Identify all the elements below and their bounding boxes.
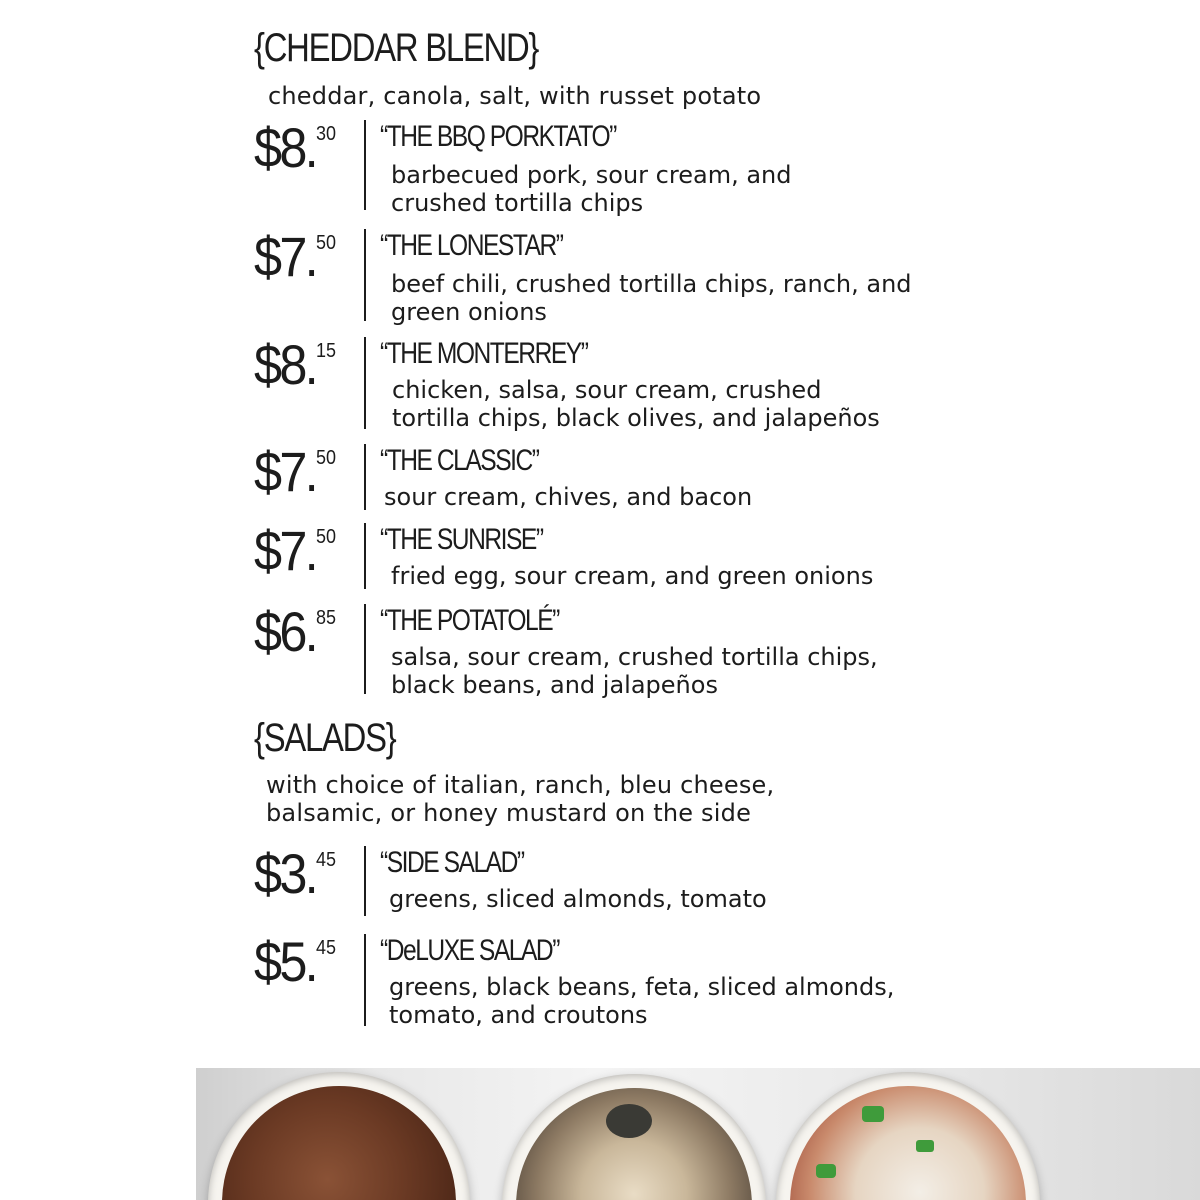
item-description-line-2: crushed tortilla chips bbox=[391, 189, 644, 217]
item-name: “DeLUXE SALAD” bbox=[380, 934, 559, 967]
price: $7.50 bbox=[254, 225, 336, 288]
item-description-line-1: chicken, salsa, sour cream, crushed bbox=[392, 376, 822, 404]
item-name: “THE CLASSIC” bbox=[380, 444, 539, 477]
price: $8.30 bbox=[254, 116, 336, 179]
classic-bowl-image bbox=[776, 1072, 1040, 1200]
section-description-salads-line-2: balsamic, or honey mustard on the side bbox=[266, 799, 752, 827]
item-description-line-1: barbecued pork, sour cream, and bbox=[391, 161, 792, 189]
price: $5.45 bbox=[254, 930, 336, 993]
item-name: “THE SUNRISE” bbox=[380, 523, 543, 556]
item-description-line-1: greens, sliced almonds, tomato bbox=[389, 885, 767, 913]
price: $3.45 bbox=[254, 842, 336, 905]
item-name: “THE LONESTAR” bbox=[380, 229, 563, 262]
menu-item-lonestar bbox=[254, 225, 954, 326]
item-description-line-2: tomato, and croutons bbox=[389, 1001, 648, 1029]
item-description-line-2: tortilla chips, black olives, and jalapeños bbox=[392, 404, 880, 432]
item-description-line-2: green onions bbox=[391, 298, 547, 326]
item-description-line-1: greens, black beans, feta, sliced almonds, bbox=[389, 973, 895, 1001]
divider bbox=[364, 604, 366, 694]
bbq-pork-bowl-image bbox=[208, 1072, 470, 1200]
item-name: “THE POTATOLÉ” bbox=[380, 604, 559, 637]
menu-item-side-salad bbox=[254, 842, 954, 926]
price: $6.85 bbox=[254, 600, 336, 663]
section-title-salads: {SALADS} bbox=[254, 716, 396, 760]
food-photo-strip bbox=[196, 1068, 1200, 1200]
item-description-line-1: salsa, sour cream, crushed tortilla chips, bbox=[391, 643, 878, 671]
menu-item-sunrise bbox=[254, 519, 954, 603]
divider bbox=[364, 846, 366, 916]
divider bbox=[364, 337, 366, 429]
menu-item-bbq-porktato bbox=[254, 116, 954, 217]
item-name: “THE BBQ PORKTATO” bbox=[380, 120, 616, 153]
menu-item-deluxe-salad bbox=[254, 930, 954, 1029]
section-title-cheddar-blend: {CHEDDAR BLEND} bbox=[254, 26, 539, 70]
menu-item-monterrey bbox=[254, 333, 954, 432]
divider bbox=[364, 229, 366, 321]
divider bbox=[364, 444, 366, 510]
item-name: “THE MONTERREY” bbox=[380, 337, 588, 370]
item-name: “SIDE SALAD” bbox=[380, 846, 524, 879]
menu-item-potatole bbox=[254, 600, 954, 699]
section-description-salads-line-1: with choice of italian, ranch, bleu cheese, bbox=[266, 771, 775, 799]
divider bbox=[364, 934, 366, 1026]
item-description-line-1: beef chili, crushed tortilla chips, ranch, and bbox=[391, 270, 912, 298]
price: $8.15 bbox=[254, 333, 336, 396]
divider bbox=[364, 523, 366, 589]
item-description-line-2: black beans, and jalapeños bbox=[391, 671, 718, 699]
divider bbox=[364, 120, 366, 210]
price: $7.50 bbox=[254, 519, 336, 582]
item-description-line-1: sour cream, chives, and bacon bbox=[384, 483, 753, 511]
section-description-cheddar-blend: cheddar, canola, salt, with russet potato bbox=[268, 82, 762, 110]
price: $7.50 bbox=[254, 440, 336, 503]
item-description-line-1: fried egg, sour cream, and green onions bbox=[391, 562, 874, 590]
menu-item-classic bbox=[254, 440, 954, 524]
chicken-bowl-image bbox=[502, 1074, 766, 1200]
